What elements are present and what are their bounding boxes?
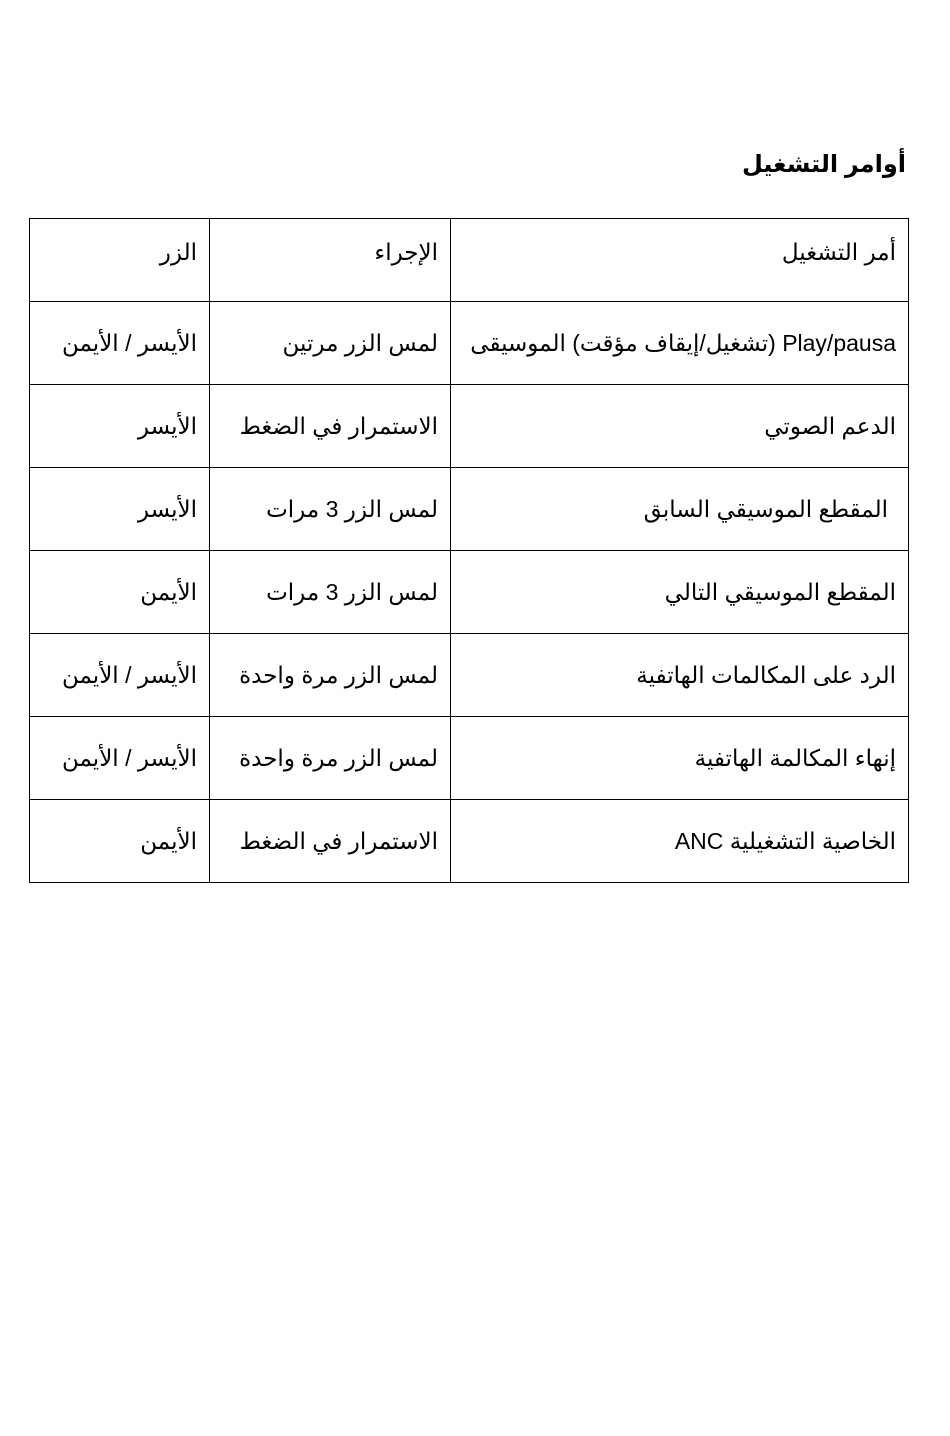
- header-action: الإجراء: [210, 219, 451, 302]
- action-cell: الاستمرار في الضغط: [210, 800, 451, 883]
- button-cell: الأيسر / الأيمن: [30, 717, 210, 800]
- table-row: [30, 800, 909, 883]
- table-row: [30, 634, 909, 717]
- action-cell: الاستمرار في الضغط: [210, 385, 451, 468]
- action-cell: لمس الزر مرة واحدة: [210, 634, 451, 717]
- button-cell: الأيمن: [30, 800, 210, 883]
- table-row: [30, 385, 909, 468]
- button-cell: الأيسر / الأيمن: [30, 302, 210, 385]
- button-cell: الأيسر: [30, 385, 210, 468]
- action-cell: لمس الزر 3 مرات: [210, 551, 451, 634]
- button-cell: الأيمن: [30, 551, 210, 634]
- table-row: [30, 468, 909, 551]
- command-cell: الدعم الصوتي: [451, 385, 909, 468]
- header-command: أمر التشغيل: [451, 219, 909, 302]
- header-button: الزر: [30, 219, 210, 302]
- action-cell: لمس الزر 3 مرات: [210, 468, 451, 551]
- command-cell: المقطع الموسيقي السابق: [451, 468, 909, 551]
- page-title: أوامر التشغيل: [741, 151, 906, 178]
- table-row: [30, 302, 909, 385]
- operation-commands-table: [29, 218, 909, 883]
- table-header-row: [30, 219, 909, 302]
- table-row: [30, 717, 909, 800]
- button-cell: الأيسر: [30, 468, 210, 551]
- action-cell: لمس الزر مرتين: [210, 302, 451, 385]
- table-row: [30, 551, 909, 634]
- command-cell: الخاصية التشغيلية ANC: [451, 800, 909, 883]
- command-cell: الرد على المكالمات الهاتفية: [451, 634, 909, 717]
- command-cell: المقطع الموسيقي التالي: [451, 551, 909, 634]
- action-cell: لمس الزر مرة واحدة: [210, 717, 451, 800]
- button-cell: الأيسر / الأيمن: [30, 634, 210, 717]
- command-cell: إنهاء المكالمة الهاتفية: [451, 717, 909, 800]
- command-cell: Play/pausa (تشغيل/إيقاف مؤقت) الموسيقى: [451, 302, 909, 385]
